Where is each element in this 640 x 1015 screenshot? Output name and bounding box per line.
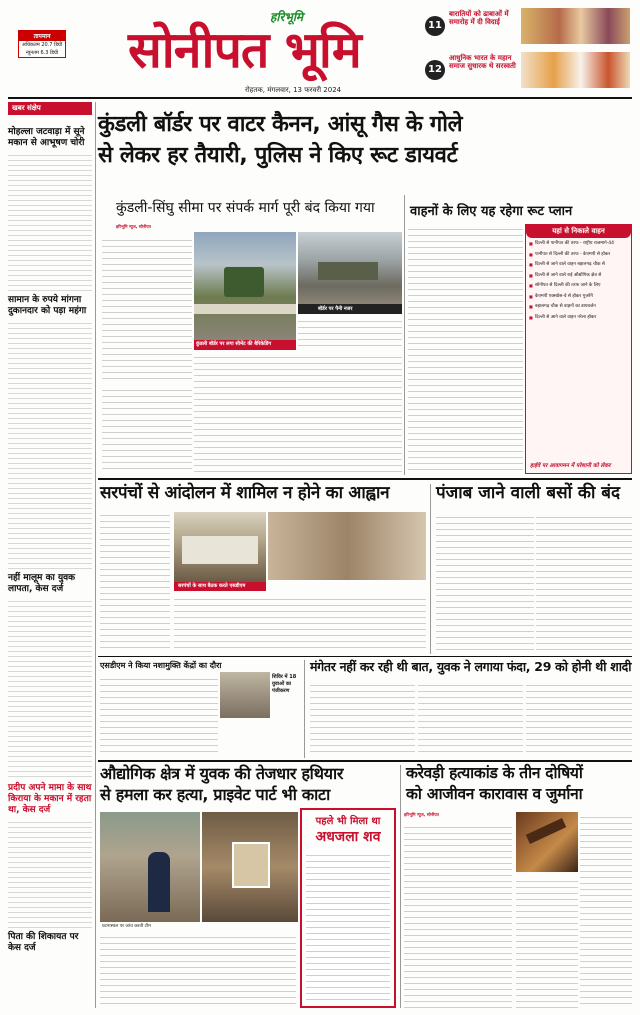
sidebar-headline-4: प्रदीप अपने मामा के साथ किराया के मकान में रहता था, केस दर्ज — [8, 783, 92, 815]
sidebar-headline-1: मोहल्ला जटवाड़ा में सूने मकान से आभूषण चोरी — [8, 127, 85, 148]
murder-headline-line1: औद्योगिक क्षेत्र में युवक की तेजधार हथियार — [100, 764, 344, 783]
sarpanch-photo-caption: सरपंचों के साथ बैठक करते एसडीएम — [178, 583, 246, 589]
lead-headline-line2: से लेकर हर तैयारी, पुलिस ने किए रूट डायवर्ट — [98, 143, 458, 168]
route-item: ■ दिल्ली से जाने वाले वाहन बहालगढ़ चौक से — [529, 262, 628, 269]
murder-photo-scene — [100, 812, 200, 922]
sidebar-body-1 — [8, 151, 92, 291]
route-headline: वाहनों के लिए यह रहेगा रूट प्लान — [410, 204, 573, 219]
route-footer: हाईवे पर आवागमन में परेशानी को लेकर — [530, 463, 611, 469]
lead-body-col1 — [102, 235, 192, 383]
punjab-bus-headline: पंजाब जाने वाली बसों की बंद — [436, 483, 621, 503]
lead-body-col2 — [194, 352, 402, 472]
sidebar-body-3 — [8, 597, 92, 777]
route-item: ■ दिल्ली से आने वाले वाहन नरेला होकर — [529, 315, 628, 322]
route-box — [525, 224, 632, 474]
karewadi-headline-line1: करेवड़ी हत्याकांड के तीन दोषियों — [406, 764, 583, 782]
route-item: ■ दिल्ली से जाने वाले राई औद्योगिक क्षेत्र से — [529, 273, 628, 280]
weather-box — [18, 30, 66, 58]
route-item: ■ पानीपत से दिल्ली की तरफ - केएमपी से होकर — [529, 252, 628, 259]
brand-title: सोनीपत भूमि — [128, 21, 361, 79]
promo-2-photo — [521, 52, 630, 88]
brand-small: हरिभूमि — [270, 10, 304, 24]
weather-title: तापमान — [19, 31, 65, 41]
half-burnt-title-2: अधजला शव — [315, 829, 381, 845]
promo-2-text: आधुनिक भारत के महान समाज सुधारक थे सरस्वती — [449, 54, 516, 70]
route-item: ■ सोनीपत से दिल्ली की तरफ जाने के लिए — [529, 283, 628, 290]
sidebar-headline-2: सामान के रुपये मांगना दुकानदार को पड़ा महंगा — [8, 295, 87, 316]
weather-max: अधिकतम 20.7 डिग्री — [21, 42, 63, 48]
route-item: ■ बहालगढ़ चौक से वाहनों का डायवर्जन — [529, 304, 628, 311]
dateline: रोहतक, मंगलवार, 13 फरवरी 2024 — [245, 86, 342, 94]
route-item: ■ दिल्ली से पानीपत की तरफ - राष्ट्रीय राजमार्ग-44 — [529, 241, 628, 248]
route-body — [408, 224, 523, 472]
sarpanch-headline: सरपंचों से आंदोलन में शामिल न होने का आह्वान — [100, 483, 390, 503]
lead-photo-2-caption: बॉर्डर पर पैनी नजर — [318, 306, 353, 312]
sidebar-body-4 — [8, 818, 92, 928]
lead-headline-line1: कुंडली बॉर्डर पर वाटर कैनन, आंसू गैस के गोले — [98, 112, 463, 137]
sarpanch-photo — [174, 512, 266, 582]
karewadi-byline: हरिभूमि न्यूज, सोनीपत — [404, 812, 439, 817]
sidebar-body-2 — [8, 319, 92, 569]
promo-2-number: 12 — [425, 60, 445, 80]
murder-photo-caption: घटनास्थल पर जांच करती टीम — [102, 924, 151, 929]
fiance-headline: मंगेतर नहीं कर रही थी बात, युवक ने लगाया फंदा, 29 को होनी थी शादी — [310, 659, 632, 674]
sidebar-tag: खबर संक्षेप — [8, 102, 92, 115]
promo-1-number: 11 — [425, 16, 445, 36]
meeting-photo — [268, 512, 426, 580]
sidebar — [8, 102, 92, 1008]
murder-photo-police — [202, 812, 298, 922]
route-list — [526, 238, 631, 321]
promo-1-photo — [521, 8, 630, 44]
murder-headline-line2: से हमला कर हत्या, प्राइवेट पार्ट भी काटा — [100, 785, 330, 804]
promo-1-text: बारातियों को ढाबाओं में समारोह में दी विदाई — [449, 10, 509, 26]
nasha-headline: एसडीएम ने किया नशामुक्ति केंद्रों का दौरा — [100, 661, 222, 670]
lead-subheadline: कुंडली-सिंघु सीमा पर संपर्क मार्ग पूरी बंद किया गया — [116, 200, 375, 216]
sidebar-headline-5: पिता की शिकायत पर केस दर्ज — [8, 932, 79, 953]
half-burnt-title-1: पहले भी मिला था — [315, 816, 381, 827]
promo-2[interactable] — [425, 52, 630, 88]
lead-photo-1 — [194, 232, 296, 340]
promo-1[interactable] — [425, 8, 630, 44]
karewadi-headline-line2: को आजीवन कारावास व जुर्माना — [406, 785, 583, 803]
lead-photo-1-caption: कुंडली बॉर्डर पर लगा सीमेंट की बैरिकेडिंग — [196, 341, 272, 347]
route-item: ■ केएमपी एक्सप्रेस-वे से होकर गुजरेंगे — [529, 294, 628, 301]
route-band: यहां से निकाले वाहन — [526, 225, 631, 238]
half-burnt-box — [300, 808, 396, 1008]
lead-photo-2 — [298, 232, 402, 304]
lead-byline: हरिभूमि न्यूज, सोनीपत — [116, 224, 151, 229]
weather-min: न्यूनतम 6.3 डिग्री — [25, 50, 59, 56]
gavel-photo — [516, 812, 578, 872]
nasha-side-box: शिविर में 18 युवाओं का पंजीकरण — [272, 674, 297, 694]
nasha-photo — [220, 672, 270, 718]
sidebar-headline-3: नहीं मालूम का युवक लापता, केस दर्ज — [8, 573, 76, 594]
